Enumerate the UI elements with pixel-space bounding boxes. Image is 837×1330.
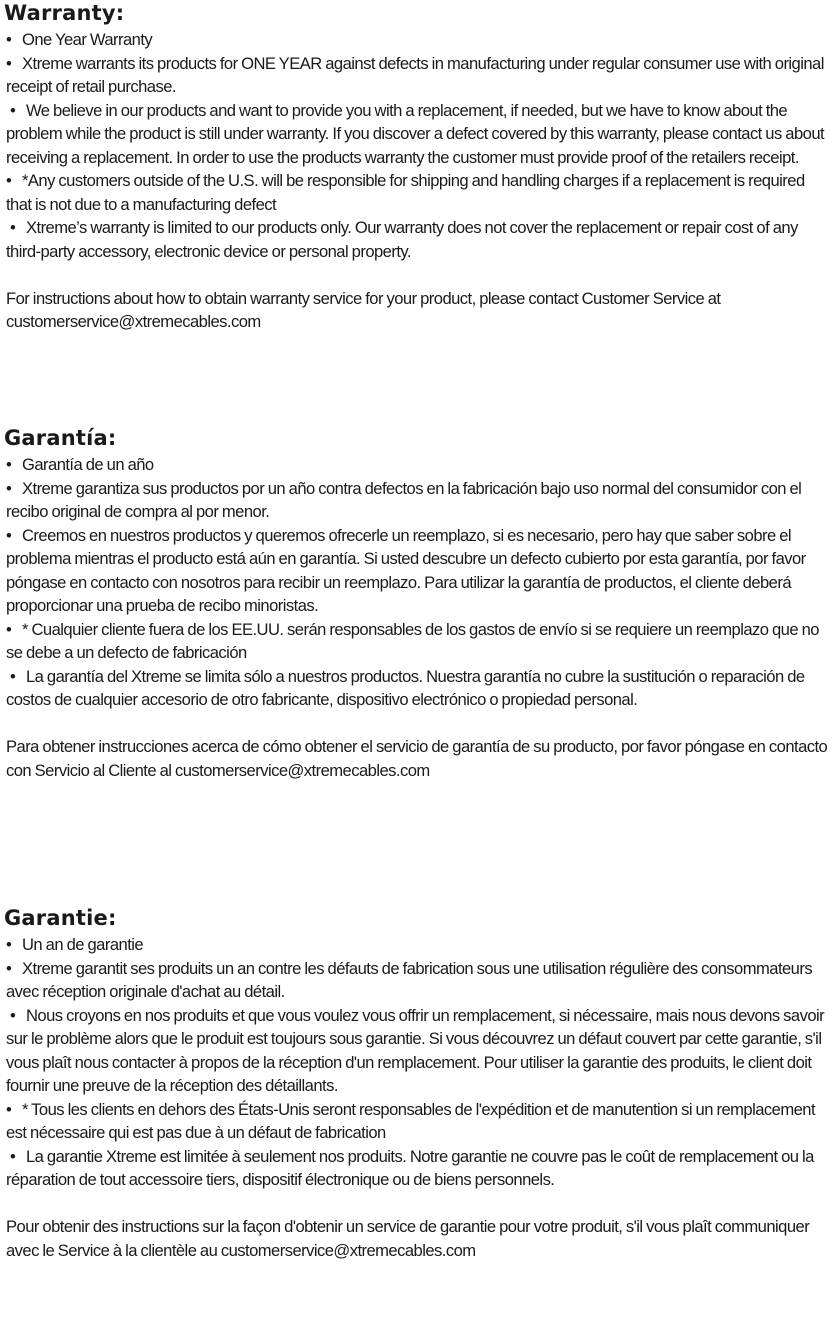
- bullet-item: [6, 1098, 833, 1145]
- bullet-item: [6, 169, 833, 216]
- section-body: [6, 28, 833, 334]
- bullet-text: Xtreme garantiza sus productos por un año contra defectos en la fabricación bajo uso normal del consumidor con el recibo original de compra al por menor.: [6, 478, 802, 521]
- spacer: [6, 1192, 833, 1216]
- bullet-text: One Year Warranty: [22, 30, 153, 49]
- bullet-item: [6, 477, 833, 524]
- bullet-text: We believe in our products and want to provide you with a replacement, if needed, but we have to know about the problem while the product is still under warranty. If you discover a defect covered by this warranty, please contact us about receiving a replacement. In order to use the products warranty the customer must provide proof of the retailers receipt.: [6, 100, 825, 167]
- bullet-text: *Any customers outside of the U.S. will be responsible for shipping and handling charges if a replacement is required that is not due to a manufacturing defect: [6, 171, 805, 214]
- bullet-item: [6, 618, 833, 665]
- bullet-item: [6, 933, 833, 957]
- bullet-item: [6, 1004, 833, 1098]
- section-body: [6, 453, 833, 782]
- bullet-text: Creemos en nuestros productos y queremos ofrecerle un reemplazo, si es necesario, pero hay que saber sobre el problema mientras el producto está aún en garantía. Si usted descubre un defecto cubierto por esta garantía, por favor póngase en contacto con nosotros para recibir un reemplazo. Para utilizar la garantía de productos, el cliente deberá proporcionar una prueba de recibo minoristas.: [6, 525, 806, 615]
- bullet-text: * Tous les clients en dehors des États-Unis seront responsables de l'expédition et de manutention si un remplacement est nécessaire qui est pas due à un défaut de fabrication: [6, 1099, 816, 1142]
- bullet-text: Xtreme’s warranty is limited to our products only. Our warranty does not cover the replacement or repair cost of any third-party accessory, electronic device or personal property.: [6, 218, 798, 261]
- bullet-text: Nous croyons en nos produits et que vous voulez vous offrir un remplacement, si nécessaire, mais nous devons savoir sur le problème alors que le produit est toujours sous garantie. Si vous découvrez un défaut couvert par cette garantie, s'il vous plaît nous contacter à propos de la réception d'un remplacement. Pour utiliser la garantie des produits, le client doit fournir une preuve de la réception des détaillants.: [6, 1005, 825, 1095]
- bullet-text: Xtreme garantit ses produits un an contre les défauts de fabrication sous une utilisation régulière des consommateurs avec réception originale d'achat au détail.: [6, 958, 813, 1001]
- section-body: [6, 933, 833, 1262]
- bullet-text: Un an de garantie: [22, 935, 144, 954]
- bullet-item: [6, 1145, 833, 1192]
- bullet-dot-icon: •: [6, 935, 12, 954]
- bullet-item: [6, 99, 833, 170]
- bullet-item: [6, 524, 833, 618]
- bullet-item: [6, 28, 833, 52]
- bullet-dot-icon: •: [10, 666, 16, 686]
- bullet-dot-icon: •: [6, 619, 12, 639]
- bullet-dot-icon: •: [6, 455, 12, 474]
- bullet-dot-icon: •: [6, 478, 12, 498]
- bullet-dot-icon: •: [10, 218, 16, 237]
- bullet-item: [6, 453, 833, 477]
- bullet-text: Garantía de un año: [22, 455, 154, 474]
- bullet-dot-icon: •: [6, 958, 12, 978]
- warranty-section-english: [6, 0, 833, 334]
- bullet-item: [6, 957, 833, 1004]
- bullet-dot-icon: •: [6, 171, 12, 190]
- bullet-dot-icon: •: [6, 1099, 12, 1119]
- section-heading: Warranty:: [4, 1, 125, 25]
- bullet-text: Xtreme warrants its products for ONE YEAR against defects in manufacturing under regular consumer use with original receipt of retail purchase.: [6, 53, 824, 96]
- bullet-text: * Cualquier cliente fuera de los EE.UU. serán responsables de los gastos de envío si se requiere un reemplazo que no se debe a un defecto de fabricación: [6, 619, 819, 662]
- spacer: [6, 712, 833, 736]
- bullet-dot-icon: •: [6, 525, 12, 545]
- bullet-item: [6, 52, 833, 99]
- bullet-dot-icon: •: [6, 30, 12, 49]
- bullet-dot-icon: •: [10, 1005, 16, 1025]
- warranty-section-spanish: [6, 425, 833, 782]
- contact-paragraph: Pour obtenir des instructions sur la façon d'obtenir un service de garantie pour votre produit, s'il vous plaît communiquer avec le Service à la clientèle au customerservice@xtremecables.com: [6, 1217, 810, 1260]
- section-heading: Garantie:: [4, 906, 117, 930]
- contact-paragraph: Para obtener instrucciones acerca de cómo obtener el servicio de garantía de su producto, por favor póngase en contacto con Servicio al Cliente al customerservice@xtremecables.com: [6, 737, 828, 780]
- warranty-section-french: [6, 905, 833, 1262]
- bullet-item: [6, 216, 833, 263]
- bullet-dot-icon: •: [10, 100, 16, 120]
- bullet-dot-icon: •: [6, 53, 12, 73]
- bullet-dot-icon: •: [10, 1146, 16, 1166]
- contact-paragraph: For instructions about how to obtain warranty service for your product, please contact Customer Service at customerservice@xtremecables.com: [6, 288, 721, 331]
- section-heading: Garantía:: [4, 426, 117, 450]
- bullet-text: La garantie Xtreme est limitée à seulement nos produits. Notre garantie ne couvre pas le coût de remplacement ou la réparation de tout accessoire tiers, dispositif électronique ou de biens personnels.: [6, 1146, 814, 1189]
- bullet-item: [6, 665, 833, 712]
- spacer: [6, 263, 833, 287]
- bullet-text: La garantía del Xtreme se limita sólo a nuestros productos. Nuestra garantía no cubre la sustitución o reparación de costos de cualquier accesorio de otro fabricante, dispositivo electrónico o propiedad personal.: [6, 666, 805, 709]
